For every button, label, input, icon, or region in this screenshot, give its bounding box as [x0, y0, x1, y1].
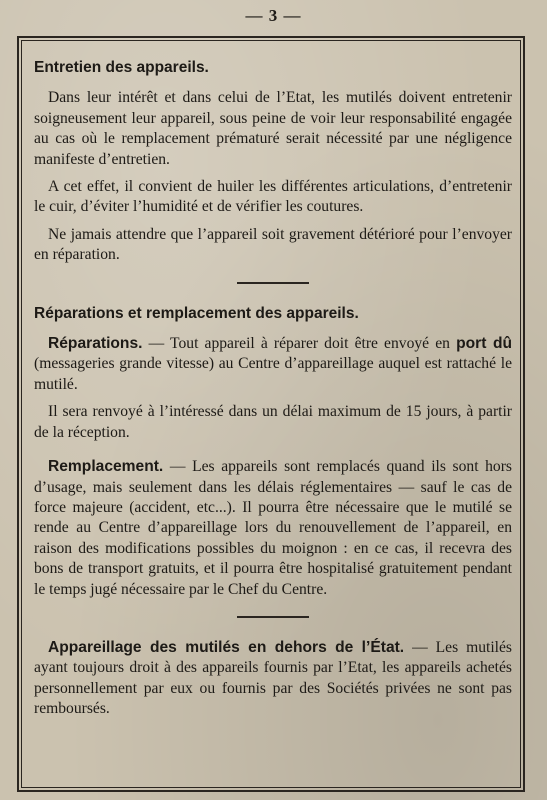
remplacement-text: — Les appareils sont remplacés quand ils sont hors d’usage, mais seulement dans les délais réglementaires — sauf le cas de force majeure (accident, etc...). Il pourra être nécessaire que le mutilé se rende au Centre d’appareillage lors du renouvellement de l’appareil, en raison des modifications possibles du moignon : en ce cas, il recevra des bons de transport gratuits, et il pourra être hospitalisé gratuitement pendant le temps jugé nécessaire par le Chef du Centre.	[34, 458, 512, 598]
paragraph-entretien-1: Dans leur intérêt et dans celui de l’Etat, les mutilés doivent entretenir soigneusement leur appareil, sous peine de voir leur responsabilité engagée au cas où le remplacement prématuré serait nécessité par une négligence manifeste d’entretien.	[34, 89, 512, 168]
appareillage-text: — Les mutilés ayant toujours droit à des appareils fournis par l’Etat, les appareils achetés personnellement par eux ou fournis par des Sociétés privées ne sont pas remboursés.	[34, 638, 512, 718]
page-number: — 3 —	[245, 6, 302, 25]
paragraph-reparations	[34, 334, 512, 395]
paragraph-remplacement	[34, 457, 512, 600]
appareillage-lead: Appareillage des mutilés en dehors de l’État.	[48, 638, 405, 656]
section-divider-2	[237, 616, 309, 618]
remplacement-lead: Remplacement.	[48, 458, 164, 476]
document-body	[34, 58, 512, 727]
paragraph-appareillage-hors-etat	[34, 638, 512, 720]
paragraph-entretien-3: Ne jamais attendre que l’appareil soit gravement détérioré pour l’envoyer en réparation.	[34, 225, 512, 264]
section-title-entretien: Entretien des appareils.	[34, 59, 209, 76]
paragraph-renvoi: Il sera renvoyé à l’intéressé dans un délai maximum de 15 jours, à partir de la réception.	[34, 403, 512, 441]
reparations-text-2: (messageries grande vitesse) au Centre d’appareillage auquel est rattaché le mutilé.	[34, 355, 512, 393]
paragraph-entretien-2: A cet effet, il convient de huiler les différentes articulations, d’entretenir le cuir, d’éviter l’humidité et de vérifier les coutures.	[34, 178, 512, 216]
reparations-lead: Réparations.	[48, 335, 143, 353]
reparations-bold-inline: port dû	[456, 335, 513, 353]
section-title-reparations: Réparations et remplacement des appareils.	[34, 304, 359, 322]
reparations-text-1: — Tout appareil à réparer doit être envoyé en	[142, 335, 457, 353]
section-divider-1	[237, 282, 309, 284]
